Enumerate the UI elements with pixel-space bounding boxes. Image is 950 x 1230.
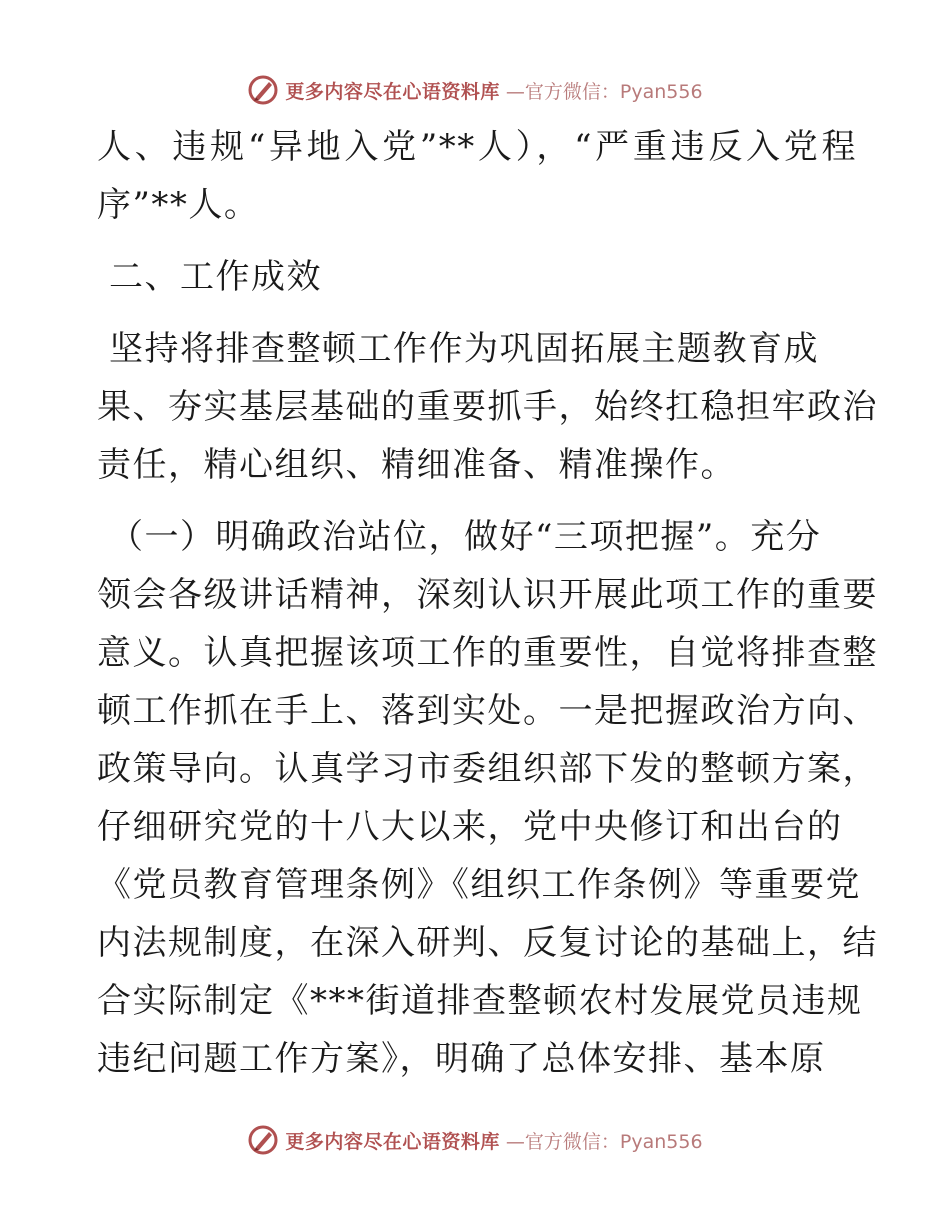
text-line: 《党员教育管理条例》《组织工作条例》等重要党 bbox=[97, 865, 861, 905]
text-line: 违纪问题工作方案》，明确了总体安排、基本原 bbox=[97, 1039, 826, 1079]
text-line: 人、违规“异地入党”**人），“严重违反入党程 bbox=[97, 127, 857, 167]
text-line: 合实际制定《***街道排查整顿农村发展党员违规 bbox=[97, 981, 863, 1021]
text-line: 领会各级讲话精神，深刻认识开展此项工作的重要 bbox=[97, 575, 878, 615]
pen-logo-icon bbox=[247, 74, 279, 106]
text-line: 内法规制度，在深入研判、反复讨论的基础上，结 bbox=[97, 923, 878, 963]
watermark-suffix: —官方微信：Pyan556 bbox=[505, 80, 703, 103]
heading-text: 二、工作成效 bbox=[109, 257, 322, 297]
watermark-title: 更多内容尽在心语资料库 bbox=[285, 80, 500, 103]
text-line: 意义。认真把握该项工作的重要性，自觉将排查整 bbox=[97, 633, 878, 673]
paragraph-continuation bbox=[97, 118, 857, 234]
text-line: （一）明确政治站位，做好“三项把握”。充分 bbox=[109, 517, 822, 557]
text-line: 政策导向。认真学习市委组织部下发的整顿方案， bbox=[97, 749, 878, 789]
watermark-suffix: —官方微信：Pyan556 bbox=[505, 1130, 703, 1153]
text-line: 责任，精心组织、精细准备、精准操作。 bbox=[97, 445, 736, 485]
paragraph-summary bbox=[97, 320, 878, 494]
text-line: 顿工作抓在手上、落到实处。一是把握政治方向、 bbox=[97, 691, 878, 731]
watermark-title: 更多内容尽在心语资料库 bbox=[285, 1130, 500, 1153]
text-line: 仔细研究党的十八大以来，党中央修订和出台的 bbox=[97, 807, 843, 847]
text-line: 坚持将排查整顿工作作为巩固拓展主题教育成 bbox=[109, 329, 819, 369]
watermark-header bbox=[0, 74, 950, 106]
text-line: 序”**人。 bbox=[97, 185, 260, 225]
watermark-footer bbox=[0, 1124, 950, 1156]
text-line: 果、夯实基层基础的重要抓手，始终扛稳担牢政治 bbox=[97, 387, 878, 427]
section-heading bbox=[97, 248, 857, 306]
paragraph-section-one bbox=[97, 508, 878, 1088]
document-body bbox=[97, 118, 878, 1088]
pen-logo-icon bbox=[247, 1124, 279, 1156]
